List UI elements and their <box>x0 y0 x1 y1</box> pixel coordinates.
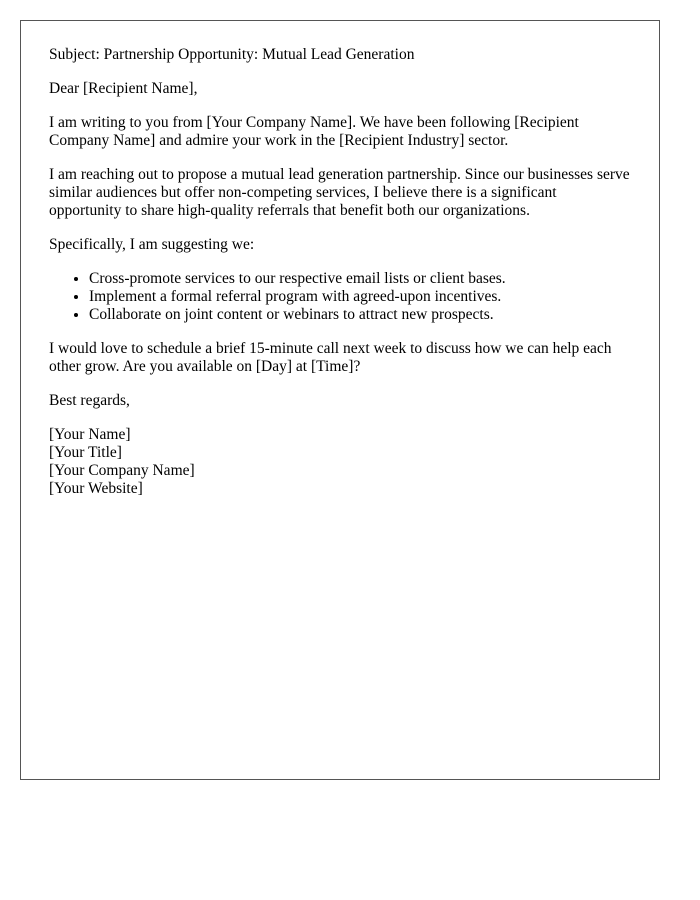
suggestion-list <box>49 270 631 324</box>
greeting: Dear [Recipient Name], <box>49 80 198 97</box>
intro-paragraph: I am writing to you from [Your Company Name]. We have been following [Recipient Company Name] and admire your work in the [Recipient Industry] sector. <box>49 114 579 149</box>
signature-block <box>49 426 631 498</box>
list-intro: Specifically, I am suggesting we: <box>49 236 255 253</box>
signature-name: [Your Name] <box>49 426 131 443</box>
letter-body <box>21 21 659 498</box>
subject-line: Subject: Partnership Opportunity: Mutual Lead Generation <box>49 46 415 63</box>
signature-company: [Your Company Name] <box>49 462 195 479</box>
closing: Best regards, <box>49 392 130 409</box>
letter-page <box>20 20 660 780</box>
list-item: • Implement a formal referral program with agreed-upon incentives. <box>89 288 631 306</box>
list-item: • Cross-promote services to our respective email lists or client bases. <box>89 270 631 288</box>
list-item: • Collaborate on joint content or webinars to attract new prospects. <box>89 306 631 324</box>
proposal-paragraph: I am reaching out to propose a mutual lead generation partnership. Since our businesses serve similar audiences but offer non-competing services, I believe there is a significant opportunity to share high-quality referrals that benefit both our organizations. <box>49 166 630 219</box>
call-to-action-paragraph: I would love to schedule a brief 15-minute call next week to discuss how we can help each other grow. Are you available on [Day] at [Time]? <box>49 340 612 375</box>
signature-website: [Your Website] <box>49 480 143 497</box>
signature-title: [Your Title] <box>49 444 122 461</box>
